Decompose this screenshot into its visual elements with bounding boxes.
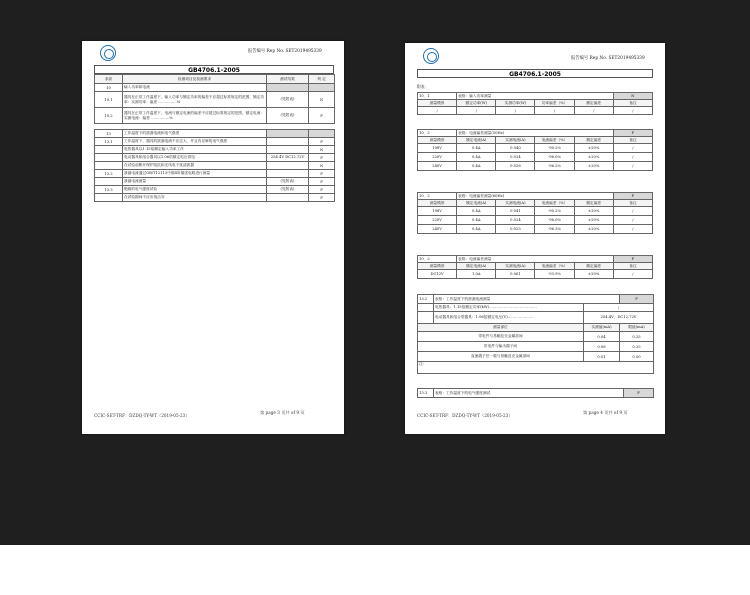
result-cell [267,84,309,92]
item-cell: 输入功率和电流 [123,84,267,92]
column-header: 备注 [613,263,652,270]
column-header: 功率偏差（%） [535,100,574,107]
section-header-row [418,130,653,137]
column-header: 额定偏差 [574,100,613,107]
item-cell: 器具在正常工作温度下，电流与额定电流的偏差不应超过标准规定的范围，额定电流：实测电流：偏差 ……………% [123,108,267,124]
condition-value: 254.4V，DC12.72V [584,312,654,324]
attachment-table-s132 [417,294,654,374]
value-cell: 0.4A [457,144,496,153]
column-header: 额定功率(W) [457,100,496,107]
test-items-table [94,74,335,202]
attachment-table-s133 [417,388,654,398]
clause-cell [95,146,123,154]
verdict-cell: P [309,178,335,186]
column-header-row [418,137,653,144]
table-row [95,194,335,202]
verdict-cell: N [613,93,652,100]
measurement-location: 带电件与输出端子间 [418,342,584,352]
verdict-cell: P [309,138,335,146]
page-number: 第 page 4 页共 of 9 页 [583,410,628,415]
value-cell: ±20% [574,270,613,279]
table-row [418,352,654,362]
clause-cell: 13.3 [95,186,123,194]
measured-value: 0.04 [584,332,620,342]
section-title: 表格：电流偏差测量 [457,256,614,263]
empty-cell [418,304,434,312]
item-cell: 在试验前断开保护阻抗和无线电干扰滤波器 [123,162,267,170]
verdict-cell: N [309,146,335,154]
table-row [418,270,653,279]
page-number: 第 page 3 页共 of 9 页 [260,410,305,415]
value-cell: ±20% [574,207,613,216]
column-header: 测量模形 [418,200,457,207]
column-header: 测量模形 [418,263,457,270]
value-cell: 240V [418,162,457,171]
result-cell: (见附表) [267,178,309,186]
verdict-cell [309,84,335,92]
value-cell: -96.2% [535,162,574,171]
clause-cell: 13.2 [95,170,123,178]
value-cell: / [613,107,652,115]
ccic-logo-icon [423,48,439,64]
table-row [95,154,335,162]
value-cell: 0.4A [457,216,496,225]
verdict-cell: N [309,92,335,108]
value-cell: 198V [418,207,457,216]
section-title: 表格：输入功率测量 [457,93,614,100]
column-header: 测量部位 [418,324,584,332]
column-header: 额定偏差 [574,200,613,207]
ccic-logo-icon [100,45,116,61]
value-cell: 0.025 [496,225,535,234]
clause-cell: 13 [95,130,123,138]
condition-row [418,312,654,324]
value-cell: / [574,107,613,115]
condition-value: / [584,304,654,312]
column-header-row [418,100,653,107]
value-cell: -90.2% [535,144,574,153]
table-row [95,170,335,178]
verdict-cell: P [309,154,335,162]
result-cell: 254.4V DC12.72V [267,154,309,162]
result-cell [267,138,309,146]
col-clause: 条款 [95,75,123,84]
column-header: 额定电流(A) [457,137,496,144]
result-cell: (见附表) [267,186,309,194]
value-cell: -96.3% [535,225,574,234]
value-cell: / [496,107,535,115]
table-row [418,207,653,216]
value-cell: / [613,162,652,171]
value-cell: / [457,107,496,115]
column-header: 限值(mA) [620,324,654,332]
attachment-table-s102a [417,129,653,171]
item-cell: 电热器具以1.15倍额定输入功率工作 [123,146,267,154]
value-cell: / [613,207,652,216]
clause-cell: 10．2 [418,256,457,263]
page-footer: CCIC-SET-TRF：DZDQ-TY-WT（2019-05-23） [417,413,513,418]
value-cell: 0.4A [457,207,496,216]
column-header: 测量模形 [418,100,457,107]
result-cell [267,146,309,154]
section-header-row [418,93,653,100]
table-row [95,162,335,170]
clause-cell: 10．1 [418,93,457,100]
value-cell: 0.040 [496,144,535,153]
result-cell [267,194,309,202]
column-header-row [418,324,654,332]
value-cell: ±20% [574,162,613,171]
measurement-location: 直流端子任一极与易触及壳金属部间 [418,352,584,362]
clause-cell [95,194,123,202]
column-header: 备注 [613,137,652,144]
standard-title: GB4706.1-2005 [94,65,334,74]
item-cell: 在试验期间不应出现击穿 [123,194,267,202]
limit-value: 0.50 [620,352,654,362]
attachment-table-s102b [417,192,653,234]
value-cell: -96.0% [535,153,574,162]
section-title: 表格：工作温度下的电气强度测试 [434,389,624,398]
value-cell: / [535,107,574,115]
verdict-cell: P [613,193,652,200]
column-header: 电流偏差（%） [535,263,574,270]
value-cell: DC12V [418,270,457,279]
section-header-row [418,295,654,304]
note-row [418,362,654,374]
value-cell: 0.026 [496,162,535,171]
value-cell: -96.0% [535,216,574,225]
clause-cell: 10 [95,84,123,92]
verdict-cell [309,130,335,138]
table-row [95,186,335,194]
column-header: 备注 [613,200,652,207]
column-header: 电流偏差（%） [535,200,574,207]
clause-cell: 13.1 [95,138,123,146]
section-title: 表格：电流偏差测量(60Hz) [457,193,614,200]
value-cell: 0.024 [496,216,535,225]
condition-text: 电热器具：1.15倍额定功率(kW)………………………………… [434,304,584,312]
note-cell: 注： [418,362,654,374]
attachment-table-s102c [417,255,653,279]
value-cell: ±20% [574,225,613,234]
limit-value: 0.25 [620,342,654,352]
result-cell [267,162,309,170]
col-verdict: 判 定 [309,75,335,84]
item-cell: 工作温度下的泄漏电流和电气强度 [123,130,267,138]
clause-cell: 10.1 [95,92,123,108]
value-cell: 0.061 [496,270,535,279]
table-row [418,342,654,352]
column-header: 额定电流(A) [457,200,496,207]
result-cell: (见附表) [267,92,309,108]
verdict-cell: P [613,130,652,137]
value-cell: / [418,107,457,115]
table-row [95,146,335,154]
limit-value: 0.25 [620,332,654,342]
col-item: 检测项目及检测要求 [123,75,267,84]
verdict-cell: P [309,108,335,124]
column-header: 实测值(mA) [584,324,620,332]
table-row [95,178,335,186]
clause-cell [95,178,123,186]
value-cell: / [613,144,652,153]
table-row [95,84,335,92]
attachment-table-s101 [417,92,653,115]
column-header: 实测电流(A) [496,200,535,207]
table-row [418,107,653,115]
section-header-row [418,389,654,398]
clause-cell: 13.2 [418,295,434,304]
item-cell: 电动器具和组合器具以1.06倍额定电压供电 [123,154,267,162]
col-result: 测试结果 [267,75,309,84]
column-header: 电流偏差（%） [535,137,574,144]
verdict-cell: P [624,389,654,398]
table-row [418,332,654,342]
column-header: 额定偏差 [574,263,613,270]
section-header-row [418,256,653,263]
table-row [418,225,653,234]
page-footer: CCIC-SET-TRF：DZDQ-TY-WT（2019-05-23） [94,413,190,418]
clause-cell: 10．2 [418,193,457,200]
empty-cell [418,312,434,324]
item-cell: 泄漏电流通过GB/T12113中图4所描述电路进行测量 [123,170,267,178]
standard-title: GB4706.1-2005 [417,69,653,78]
clause-cell [95,162,123,170]
value-cell: 0.4A [457,225,496,234]
clause-cell: 10.2 [95,108,123,124]
value-cell: 0.4A [457,162,496,171]
condition-text: 电动器具和组合型器具：1.06倍额定电压(V)………………… [434,312,584,324]
column-header: 实测电流(A) [496,137,535,144]
clause-cell: 13.3 [418,389,434,398]
section-title: 表格：电流偏差测量(50Hz) [457,130,614,137]
column-header: 实测功率(W) [496,100,535,107]
table-row [95,138,335,146]
value-cell: 0.024 [496,153,535,162]
value-cell: ±20% [574,216,613,225]
report-page-1 [82,41,344,434]
condition-row [418,304,654,312]
table-row [95,130,335,138]
verdict-cell: N [309,162,335,170]
result-cell [267,170,309,178]
column-header-row [418,200,653,207]
value-cell: 0.041 [496,207,535,216]
report-number: 报告编号 Rep No. SET2019495339 [571,56,645,61]
section-title: 表格：工作温度下的泄漏电流测量 [434,295,620,304]
value-cell: -93.9% [535,270,574,279]
result-cell: (见附表) [267,108,309,124]
value-cell: 0.4A [457,153,496,162]
value-cell: 1.0A [457,270,496,279]
measured-value: 0.01 [584,352,620,362]
value-cell: / [613,270,652,279]
table-row [418,162,653,171]
column-header-row [418,263,653,270]
verdict-cell: P [309,186,335,194]
value-cell: 198V [418,144,457,153]
column-header: 实测电流(A) [496,263,535,270]
attachment-label: 附表： [417,84,429,89]
table-row [95,108,335,124]
item-cell: 绝缘的电气强度试验 [123,186,267,194]
item-cell: 工作温度下，器具的泄漏电流不应过大，并且有足够的电气强度 [123,138,267,146]
section-header-row [418,193,653,200]
column-header: 备注 [613,100,652,107]
value-cell: 240V [418,225,457,234]
clause-cell [95,154,123,162]
value-cell: / [613,153,652,162]
column-header: 额定偏差 [574,137,613,144]
value-cell: ±20% [574,144,613,153]
result-cell [267,130,309,138]
table-row [418,153,653,162]
value-cell: / [613,216,652,225]
column-header: 额定电流(A) [457,263,496,270]
verdict-cell: P [613,256,652,263]
report-page-2 [405,43,665,434]
value-cell: 220V [418,216,457,225]
item-cell: 器具在正常工作温度下，输入功率与额定功率的偏差不应超过标准规定的范围，额定功率：实测功率：偏差 ……………% [123,92,267,108]
measured-value: 0.06 [584,342,620,352]
table-row [418,144,653,153]
value-cell: ±20% [574,153,613,162]
value-cell: 220V [418,153,457,162]
table-row [95,92,335,108]
measurement-location: 带电件与易触及壳金属部间 [418,332,584,342]
verdict-cell: P [309,170,335,178]
value-cell: / [613,225,652,234]
verdict-cell: P [620,295,654,304]
value-cell: -90.2% [535,207,574,216]
item-cell: 泄漏电流测量 [123,178,267,186]
verdict-cell: P [309,194,335,202]
clause-cell: 10．2 [418,130,457,137]
table-row [418,216,653,225]
report-number: 报告编号 Rep No. SET2019495339 [248,49,322,54]
column-header: 测量模形 [418,137,457,144]
